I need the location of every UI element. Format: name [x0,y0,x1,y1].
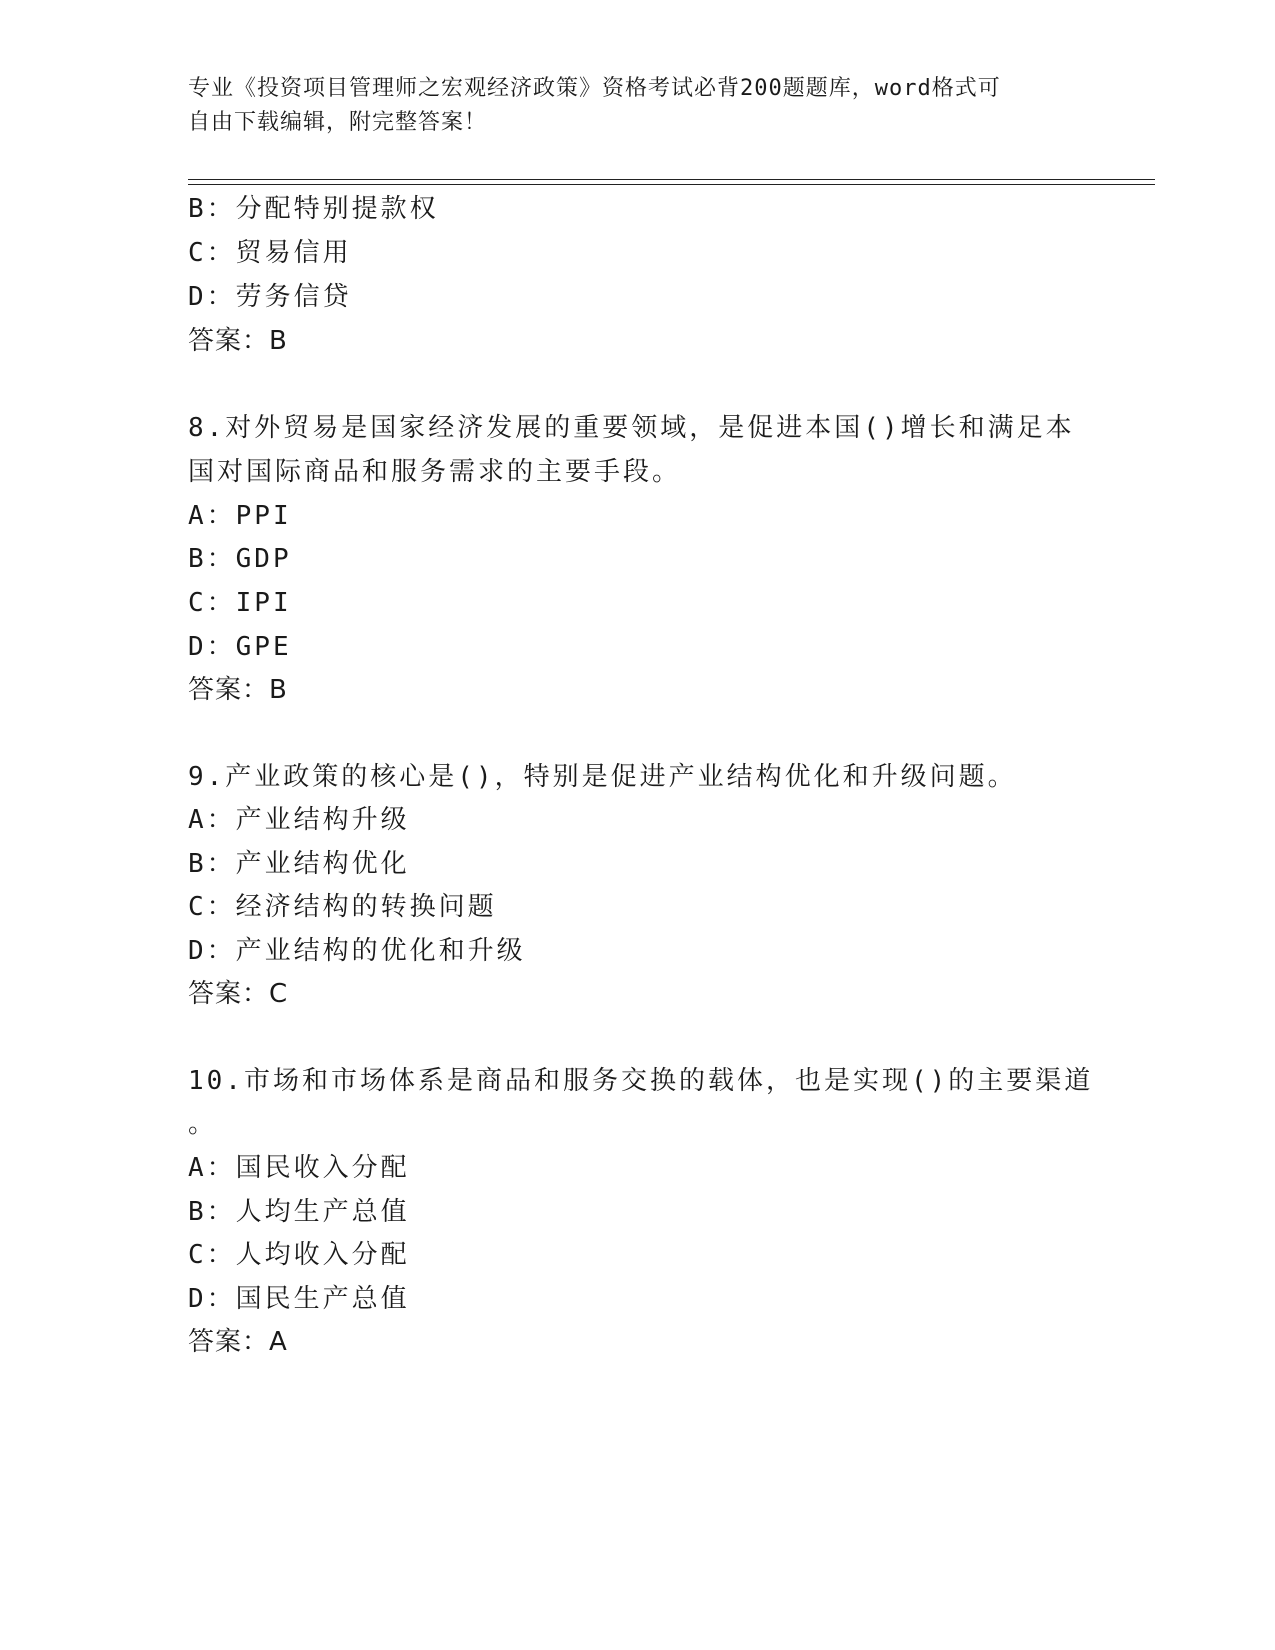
q7-option-d: D：劳务信贷 [188,282,352,312]
header-line-1: 专业《投资项目管理师之宏观经济政策》资格考试必背200题题库，word格式可 [188,76,1001,101]
q10-stem-line-2: 。 [188,1109,218,1139]
header-line-2: 自由下载编辑，附完整答案！ [188,110,488,135]
q7-option-c: C：贸易信用 [188,238,352,268]
q8-stem-line-1: 8.对外贸易是国家经济发展的重要领域，是促进本国()增长和满足本 [188,413,1075,443]
q10-answer: 答案：A [188,1327,288,1357]
document-header [188,72,1068,140]
q8-answer: 答案：B [188,675,288,705]
q9-option-b: B：产业结构优化 [188,849,410,879]
q10-stem-line-1: 10.市场和市场体系是商品和服务交换的载体，也是实现()的主要渠道 [188,1066,1094,1096]
header-divider-bottom [188,184,1155,185]
q10-option-d: D：国民生产总值 [188,1284,410,1314]
q9-answer: 答案：C [188,979,289,1009]
q9-stem-line-1: 9.产业政策的核心是()，特别是促进产业结构优化和升级问题。 [188,762,1017,792]
q7-answer: 答案：B [188,326,288,356]
q8-option-c: C：IPI [188,588,292,618]
q10-option-b: B：人均生产总值 [188,1197,410,1227]
q10-option-c: C：人均收入分配 [188,1240,410,1270]
q7-option-b: B：分配特别提款权 [188,194,439,224]
q10-option-a: A：国民收入分配 [188,1153,410,1183]
q9-option-a: A：产业结构升级 [188,805,410,835]
q9-option-d: D：产业结构的优化和升级 [188,936,526,966]
q8-option-d: D：GPE [188,632,292,662]
header-divider-top [188,179,1155,180]
q8-option-b: B：GDP [188,544,292,574]
q8-option-a: A：PPI [188,501,292,531]
q8-stem-line-2: 国对国际商品和服务需求的主要手段。 [188,457,682,487]
q9-option-c: C：经济结构的转换问题 [188,892,497,922]
